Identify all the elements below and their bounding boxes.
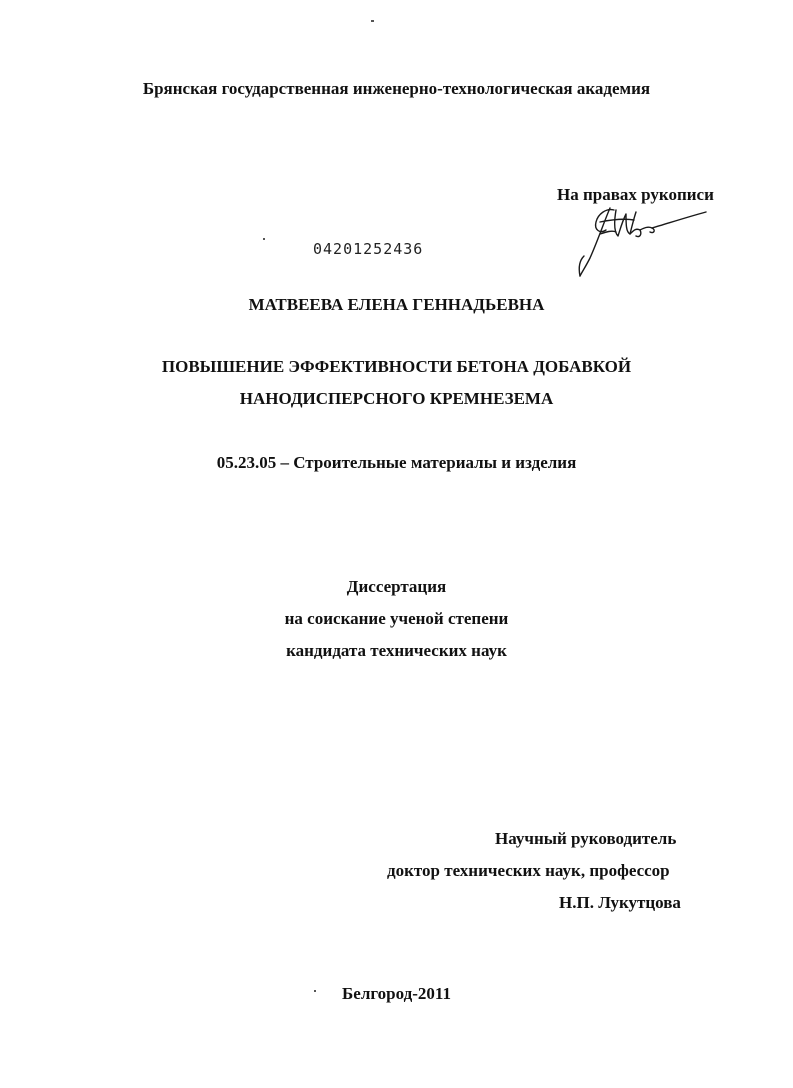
supervisor-degree: доктор технических наук, профессор	[387, 861, 670, 880]
institution-name: Брянская государственная инженерно-технологическая академия	[142, 79, 651, 98]
dissertation-title-line-2: НАНОДИСПЕРСНОГО КРЕМНЕЗЕМА	[239, 389, 554, 408]
supervisor-role: Научный руководитель	[495, 829, 677, 848]
library-stamp-number: 04201252436	[313, 240, 424, 258]
scan-speck	[263, 238, 265, 240]
specialty-code: 05.23.05 – Строительные материалы и изделия	[216, 453, 577, 472]
dissertation-title-line-1: ПОВЫШЕНИЕ ЭФФЕКТИВНОСТИ БЕТОНА ДОБАВКОЙ	[161, 357, 632, 376]
work-type-heading: Диссертация	[346, 577, 447, 596]
degree-line-1: на соискание ученой степени	[284, 609, 509, 628]
scan-speck	[371, 20, 374, 22]
author-name: МАТВЕЕВА ЕЛЕНА ГЕННАДЬЕВНА	[248, 295, 545, 314]
supervisor-name: Н.П. Лукутцова	[559, 893, 681, 912]
rights-note: На правах рукописи	[557, 185, 714, 204]
city-year: Белгород-2011	[342, 984, 451, 1003]
signature-icon	[570, 200, 710, 280]
degree-line-2: кандидата технических наук	[286, 641, 507, 660]
